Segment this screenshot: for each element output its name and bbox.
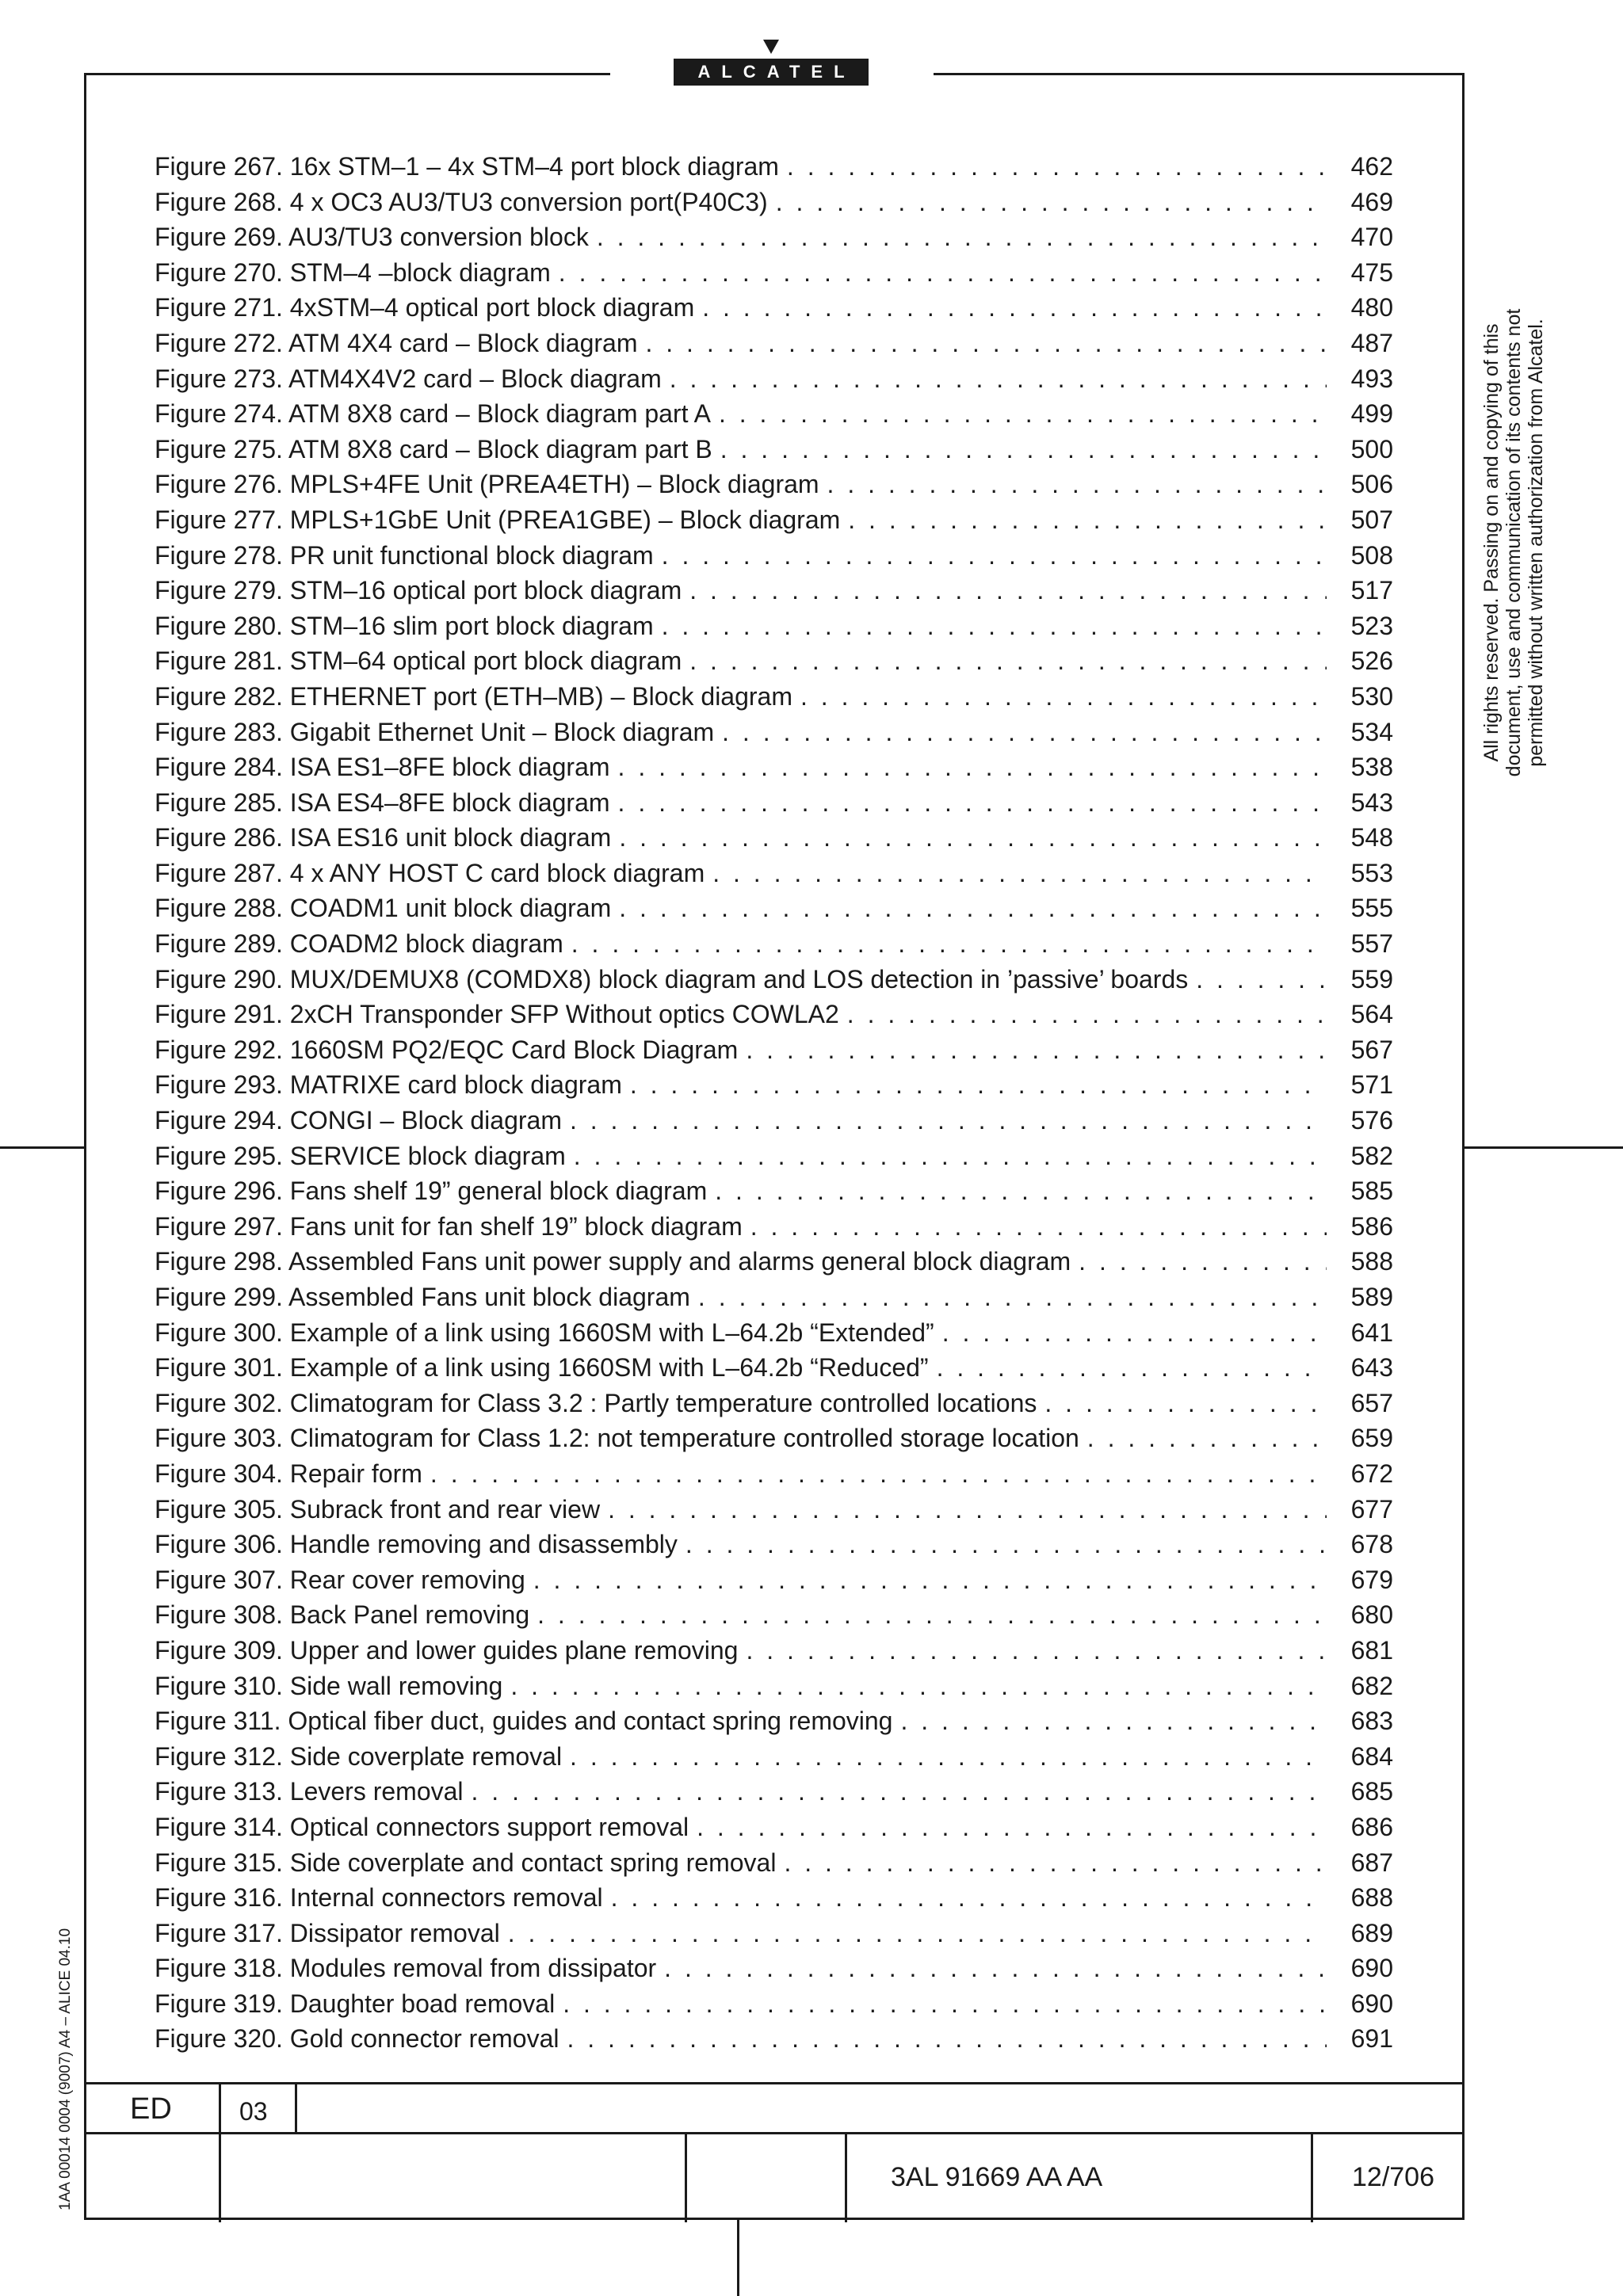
toc-entry xyxy=(155,1067,1393,1103)
toc-entry xyxy=(155,1315,1393,1351)
toc-leader-dots xyxy=(720,432,1327,467)
toc-leader-dots xyxy=(722,715,1327,750)
toc-leader-dots xyxy=(559,255,1327,291)
toc-entry-page: 690 xyxy=(1350,1989,1393,2018)
rights-notice: All rights reserved. Passing on and copying of this document, use and communication of its contents not permitted without written authorization from Alcatel. xyxy=(1480,308,1547,777)
toc-entry-page: 672 xyxy=(1350,1459,1393,1488)
toc-entry-page: 589 xyxy=(1350,1283,1393,1311)
toc-entry-page: 691 xyxy=(1350,2024,1393,2054)
footer-col-divider xyxy=(219,2084,221,2222)
toc-entry-title: Figure 281. STM–64 optical port block diagram xyxy=(155,646,682,676)
toc-entry-page: 643 xyxy=(1350,1353,1393,1383)
toc-leader-dots xyxy=(847,997,1327,1032)
toc-leader-dots xyxy=(942,1315,1327,1351)
logo-triangle-icon xyxy=(763,40,779,54)
toc-entry xyxy=(155,1492,1393,1527)
toc-leader-dots xyxy=(702,290,1327,326)
toc-leader-dots xyxy=(630,1067,1327,1103)
toc-entry xyxy=(155,1845,1393,1881)
toc-entry-page: 641 xyxy=(1350,1318,1393,1347)
toc-entry-page: 530 xyxy=(1350,681,1393,711)
toc-entry-page: 690 xyxy=(1350,1954,1393,1983)
toc-leader-dots xyxy=(1087,1421,1327,1456)
toc-entry xyxy=(155,361,1393,397)
toc-entry xyxy=(155,679,1393,715)
toc-entry-title: Figure 269. AU3/TU3 conversion block xyxy=(155,223,589,252)
toc-leader-dots xyxy=(570,1739,1327,1775)
toc-entry-title: Figure 276. MPLS+4FE Unit (PREA4ETH) – Block diagram xyxy=(155,470,819,499)
toc-entry-title: Figure 268. 4 x OC3 AU3/TU3 conversion port(P40C3) xyxy=(155,187,768,216)
toc-entry xyxy=(155,1456,1393,1492)
toc-entry-page: 689 xyxy=(1350,1918,1393,1947)
toc-leader-dots xyxy=(662,608,1327,644)
toc-entry-title: Figure 287. 4 x ANY HOST C card block diagram xyxy=(155,858,705,887)
toc-entry-page: 679 xyxy=(1350,1565,1393,1594)
toc-entry-title: Figure 275. ATM 8X8 card – Block diagram part B xyxy=(155,434,712,463)
alcatel-logo xyxy=(674,40,869,86)
toc-entry-page: 687 xyxy=(1350,1848,1393,1877)
toc-entry-page: 523 xyxy=(1350,611,1393,640)
toc-entry-page: 684 xyxy=(1350,1741,1393,1771)
toc-entry xyxy=(155,219,1393,255)
toc-entry xyxy=(155,1386,1393,1421)
toc-entry-page: 564 xyxy=(1350,1000,1393,1029)
toc-leader-dots xyxy=(510,1669,1327,1704)
toc-entry-title: Figure 302. Climatogram for Class 3.2 : Partly temperature controlled locations xyxy=(155,1388,1037,1417)
toc-leader-dots xyxy=(570,1103,1327,1138)
toc-leader-dots xyxy=(533,1562,1327,1598)
ed-value: 03 xyxy=(239,2097,268,2126)
toc-leader-dots xyxy=(664,1951,1327,1986)
toc-entry xyxy=(155,1774,1393,1810)
toc-entry-page: 683 xyxy=(1350,1707,1393,1736)
toc-leader-dots xyxy=(937,1350,1327,1386)
toc-entry-title: Figure 307. Rear cover removing xyxy=(155,1565,525,1594)
toc-leader-dots xyxy=(689,643,1327,679)
toc-entry-page: 659 xyxy=(1350,1424,1393,1453)
toc-entry-title: Figure 308. Back Panel removing xyxy=(155,1600,530,1630)
toc-entry-title: Figure 310. Side wall removing xyxy=(155,1671,503,1700)
logo-text: ALCATEL xyxy=(674,59,869,86)
toc-entry-page: 571 xyxy=(1350,1070,1393,1100)
toc-entry-title: Figure 285. ISA ES4–8FE block diagram xyxy=(155,788,610,817)
toc-entry xyxy=(155,255,1393,291)
toc-entry xyxy=(155,432,1393,467)
toc-entry xyxy=(155,1244,1393,1280)
page-number: 12/706 xyxy=(1352,2162,1434,2192)
toc-entry-title: Figure 267. 16x STM–1 – 4x STM–4 port block diagram xyxy=(155,152,779,181)
toc-entry xyxy=(155,149,1393,185)
toc-entry-page: 475 xyxy=(1350,257,1393,287)
toc-leader-dots xyxy=(787,149,1327,185)
toc-leader-dots xyxy=(618,749,1327,785)
toc-entry xyxy=(155,290,1393,326)
toc-entry-page: 677 xyxy=(1350,1494,1393,1524)
toc-entry xyxy=(155,1703,1393,1739)
toc-entry xyxy=(155,926,1393,962)
toc-entry-page: 678 xyxy=(1350,1530,1393,1559)
toc-leader-dots xyxy=(900,1703,1327,1739)
toc-entry xyxy=(155,856,1393,891)
form-code: 1AA 00014 0004 (9007) A4 – ALICE 04.10 xyxy=(57,1928,74,2210)
toc-entry-title: Figure 318. Modules removal from dissipator xyxy=(155,1954,657,1983)
toc-leader-dots xyxy=(537,1597,1327,1633)
toc-entry-page: 555 xyxy=(1350,894,1393,923)
toc-entry-page: 685 xyxy=(1350,1777,1393,1806)
toc-entry-title: Figure 301. Example of a link using 1660SM with L–64.2b “Reduced” xyxy=(155,1353,929,1383)
footer-row-divider xyxy=(84,2132,1465,2134)
toc-entry-page: 688 xyxy=(1350,1883,1393,1913)
toc-entry-page: 487 xyxy=(1350,328,1393,357)
toc-entry-page: 517 xyxy=(1350,576,1393,605)
toc-entry-title: Figure 278. PR unit functional block diagram xyxy=(155,540,654,570)
toc-leader-dots xyxy=(1196,962,1327,997)
toc-entry-page: 559 xyxy=(1350,964,1393,994)
toc-entry-title: Figure 304. Repair form xyxy=(155,1459,422,1488)
toc-entry xyxy=(155,538,1393,574)
toc-entry-title: Figure 277. MPLS+1GbE Unit (PREA1GBE) – Block diagram xyxy=(155,505,841,534)
toc-entry-page: 469 xyxy=(1350,187,1393,216)
toc-entry-title: Figure 280. STM–16 slim port block diagram xyxy=(155,611,654,640)
toc-entry xyxy=(155,1562,1393,1598)
toc-entry-title: Figure 300. Example of a link using 1660SM with L–64.2b “Extended” xyxy=(155,1318,934,1347)
toc-leader-dots xyxy=(608,1492,1327,1527)
toc-entry xyxy=(155,1597,1393,1633)
toc-entry xyxy=(155,185,1393,220)
toc-leader-dots xyxy=(689,573,1327,608)
toc-entry-page: 557 xyxy=(1350,929,1393,959)
toc-entry-page: 680 xyxy=(1350,1600,1393,1630)
toc-entry-title: Figure 313. Levers removal xyxy=(155,1777,464,1806)
footer-table xyxy=(84,2082,1465,2220)
toc-entry xyxy=(155,1421,1393,1456)
toc-entry-title: Figure 286. ISA ES16 unit block diagram xyxy=(155,823,612,852)
toc-entry-title: Figure 270. STM–4 –block diagram xyxy=(155,257,551,287)
toc-entry xyxy=(155,1032,1393,1068)
toc-leader-dots xyxy=(712,856,1327,891)
toc-entry xyxy=(155,1209,1393,1245)
toc-entry xyxy=(155,1810,1393,1845)
toc-leader-dots xyxy=(618,785,1327,821)
toc-entry xyxy=(155,2021,1393,2057)
toc-entry-page: 586 xyxy=(1350,1211,1393,1241)
toc-leader-dots xyxy=(571,926,1327,962)
toc-entry xyxy=(155,1350,1393,1386)
toc-entry xyxy=(155,1669,1393,1704)
toc-entry xyxy=(155,1173,1393,1209)
toc-entry-title: Figure 298. Assembled Fans unit power supply and alarms general block diagram xyxy=(155,1247,1071,1276)
toc-entry-page: 538 xyxy=(1350,753,1393,782)
toc-entry-title: Figure 317. Dissipator removal xyxy=(155,1918,500,1947)
toc-entry-page: 462 xyxy=(1350,152,1393,181)
toc-leader-dots xyxy=(611,1880,1327,1916)
toc-entry-page: 553 xyxy=(1350,858,1393,887)
toc-entry-title: Figure 283. Gigabit Ethernet Unit – Block diagram xyxy=(155,717,715,746)
toc-entry-title: Figure 273. ATM4X4V2 card – Block diagram xyxy=(155,364,662,393)
toc-entry-page: 682 xyxy=(1350,1671,1393,1700)
toc-entry-title: Figure 282. ETHERNET port (ETH–MB) – Block diagram xyxy=(155,681,792,711)
toc-entry-title: Figure 299. Assembled Fans unit block diagram xyxy=(155,1283,690,1311)
toc-entry-page: 588 xyxy=(1350,1247,1393,1276)
toc-leader-dots xyxy=(645,326,1327,361)
toc-leader-dots xyxy=(430,1456,1327,1492)
toc-entry-title: Figure 290. MUX/DEMUX8 (COMDX8) block diagram and LOS detection in ’passive’ boards xyxy=(155,964,1189,994)
right-margin-tick xyxy=(1465,1146,1623,1149)
ed-label: ED xyxy=(130,2092,172,2126)
toc-entry-page: 582 xyxy=(1350,1141,1393,1170)
toc-entry xyxy=(155,715,1393,750)
toc-entry xyxy=(155,1986,1393,2022)
toc-entry xyxy=(155,608,1393,644)
toc-entry-title: Figure 288. COADM1 unit block diagram xyxy=(155,894,612,923)
toc-entry-page: 548 xyxy=(1350,823,1393,852)
bottom-fold-tick xyxy=(737,2220,739,2296)
toc-entry xyxy=(155,749,1393,785)
toc-entry-title: Figure 293. MATRIXE card block diagram xyxy=(155,1070,622,1100)
toc-entry xyxy=(155,820,1393,856)
toc-leader-dots xyxy=(800,679,1327,715)
toc-entry-title: Figure 305. Subrack front and rear view xyxy=(155,1494,601,1524)
toc-entry-title: Figure 309. Upper and lower guides plane removing xyxy=(155,1635,739,1665)
toc-entry-page: 657 xyxy=(1350,1388,1393,1417)
toc-entry-title: Figure 294. CONGI – Block diagram xyxy=(155,1106,562,1135)
toc-leader-dots xyxy=(567,2021,1327,2057)
toc-entry-page: 506 xyxy=(1350,470,1393,499)
toc-entry-title: Figure 303. Climatogram for Class 1.2: not temperature controlled storage location xyxy=(155,1424,1079,1453)
toc-leader-dots xyxy=(472,1774,1327,1810)
toc-leader-dots xyxy=(776,185,1327,220)
toc-entry-title: Figure 297. Fans unit for fan shelf 19” block diagram xyxy=(155,1211,743,1241)
toc-entry xyxy=(155,1280,1393,1315)
toc-entry-title: Figure 311. Optical fiber duct, guides and contact spring removing xyxy=(155,1707,893,1736)
toc-entry-title: Figure 279. STM–16 optical port block diagram xyxy=(155,576,682,605)
toc-entry-page: 470 xyxy=(1350,223,1393,252)
toc-entry-title: Figure 320. Gold connector removal xyxy=(155,2024,559,2054)
toc-entry-page: 534 xyxy=(1350,717,1393,746)
toc-entry-title: Figure 272. ATM 4X4 card – Block diagram xyxy=(155,328,638,357)
toc-entry-title: Figure 319. Daughter boad removal xyxy=(155,1989,556,2018)
toc-leader-dots xyxy=(563,1986,1327,2022)
toc-leader-dots xyxy=(508,1916,1327,1951)
toc-entry-title: Figure 312. Side coverplate removal xyxy=(155,1741,563,1771)
toc-entry-title: Figure 296. Fans shelf 19” general block diagram xyxy=(155,1177,708,1206)
toc-entry xyxy=(155,326,1393,361)
toc-leader-dots xyxy=(619,891,1327,926)
toc-leader-dots xyxy=(746,1633,1327,1669)
toc-entry-title: Figure 295. SERVICE block diagram xyxy=(155,1141,566,1170)
toc-entry xyxy=(155,1880,1393,1916)
toc-entry-page: 508 xyxy=(1350,540,1393,570)
toc-entry xyxy=(155,1916,1393,1951)
toc-entry xyxy=(155,1138,1393,1174)
toc-entry xyxy=(155,643,1393,679)
toc-leader-dots xyxy=(1044,1386,1327,1421)
footer-col-divider xyxy=(295,2084,297,2132)
toc-entry-page: 526 xyxy=(1350,646,1393,676)
toc-leader-dots xyxy=(670,361,1327,397)
toc-entry-title: Figure 315. Side coverplate and contact spring removal xyxy=(155,1848,777,1877)
toc-entry-title: Figure 316. Internal connectors removal xyxy=(155,1883,603,1913)
toc-entry-page: 480 xyxy=(1350,293,1393,322)
toc-leader-dots xyxy=(848,502,1327,538)
toc-leader-dots xyxy=(827,467,1327,502)
toc-entry xyxy=(155,891,1393,926)
doc-number: 3AL 91669 AA AA xyxy=(891,2162,1103,2192)
toc-entry xyxy=(155,997,1393,1032)
toc-leader-dots xyxy=(662,538,1327,574)
toc-entry xyxy=(155,1739,1393,1775)
toc-entry-page: 567 xyxy=(1350,1035,1393,1064)
toc-leader-dots xyxy=(746,1032,1327,1068)
toc-leader-dots xyxy=(784,1845,1327,1881)
toc-entry xyxy=(155,1103,1393,1138)
toc-entry-title: Figure 314. Optical connectors support removal xyxy=(155,1812,689,1841)
toc-leader-dots xyxy=(685,1527,1327,1562)
figure-list xyxy=(155,149,1393,2057)
toc-entry-title: Figure 292. 1660SM PQ2/EQC Card Block Diagram xyxy=(155,1035,739,1064)
toc-leader-dots xyxy=(574,1138,1327,1174)
toc-entry xyxy=(155,962,1393,997)
toc-entry-page: 686 xyxy=(1350,1812,1393,1841)
toc-entry-page: 543 xyxy=(1350,788,1393,817)
toc-entry xyxy=(155,573,1393,608)
toc-leader-dots xyxy=(719,396,1327,432)
toc-entry-page: 576 xyxy=(1350,1106,1393,1135)
footer-col-divider xyxy=(1311,2132,1313,2222)
toc-entry-page: 585 xyxy=(1350,1177,1393,1206)
toc-entry xyxy=(155,467,1393,502)
toc-entry-page: 500 xyxy=(1350,434,1393,463)
toc-entry xyxy=(155,396,1393,432)
footer-col-divider xyxy=(685,2132,687,2222)
toc-entry-title: Figure 284. ISA ES1–8FE block diagram xyxy=(155,753,610,782)
toc-entry-page: 493 xyxy=(1350,364,1393,393)
toc-entry xyxy=(155,502,1393,538)
toc-entry-page: 507 xyxy=(1350,505,1393,534)
toc-entry xyxy=(155,1527,1393,1562)
toc-entry xyxy=(155,1633,1393,1669)
toc-entry-page: 499 xyxy=(1350,399,1393,429)
toc-leader-dots xyxy=(1079,1244,1327,1280)
toc-leader-dots xyxy=(619,820,1327,856)
toc-leader-dots xyxy=(697,1810,1327,1845)
toc-leader-dots xyxy=(597,219,1327,255)
toc-entry-title: Figure 271. 4xSTM–4 optical port block diagram xyxy=(155,293,695,322)
toc-entry-title: Figure 306. Handle removing and disassembly xyxy=(155,1530,678,1559)
toc-entry xyxy=(155,1951,1393,1986)
footer-col-divider xyxy=(845,2132,847,2222)
left-margin-tick xyxy=(0,1146,84,1149)
toc-entry xyxy=(155,785,1393,821)
toc-entry-title: Figure 289. COADM2 block diagram xyxy=(155,929,563,959)
toc-entry-title: Figure 274. ATM 8X8 card – Block diagram part A xyxy=(155,399,711,429)
toc-entry-page: 681 xyxy=(1350,1635,1393,1665)
toc-entry-title: Figure 291. 2xCH Transponder SFP Without optics COWLA2 xyxy=(155,1000,839,1029)
toc-leader-dots xyxy=(698,1280,1327,1315)
toc-leader-dots xyxy=(750,1209,1327,1245)
toc-leader-dots xyxy=(715,1173,1327,1209)
